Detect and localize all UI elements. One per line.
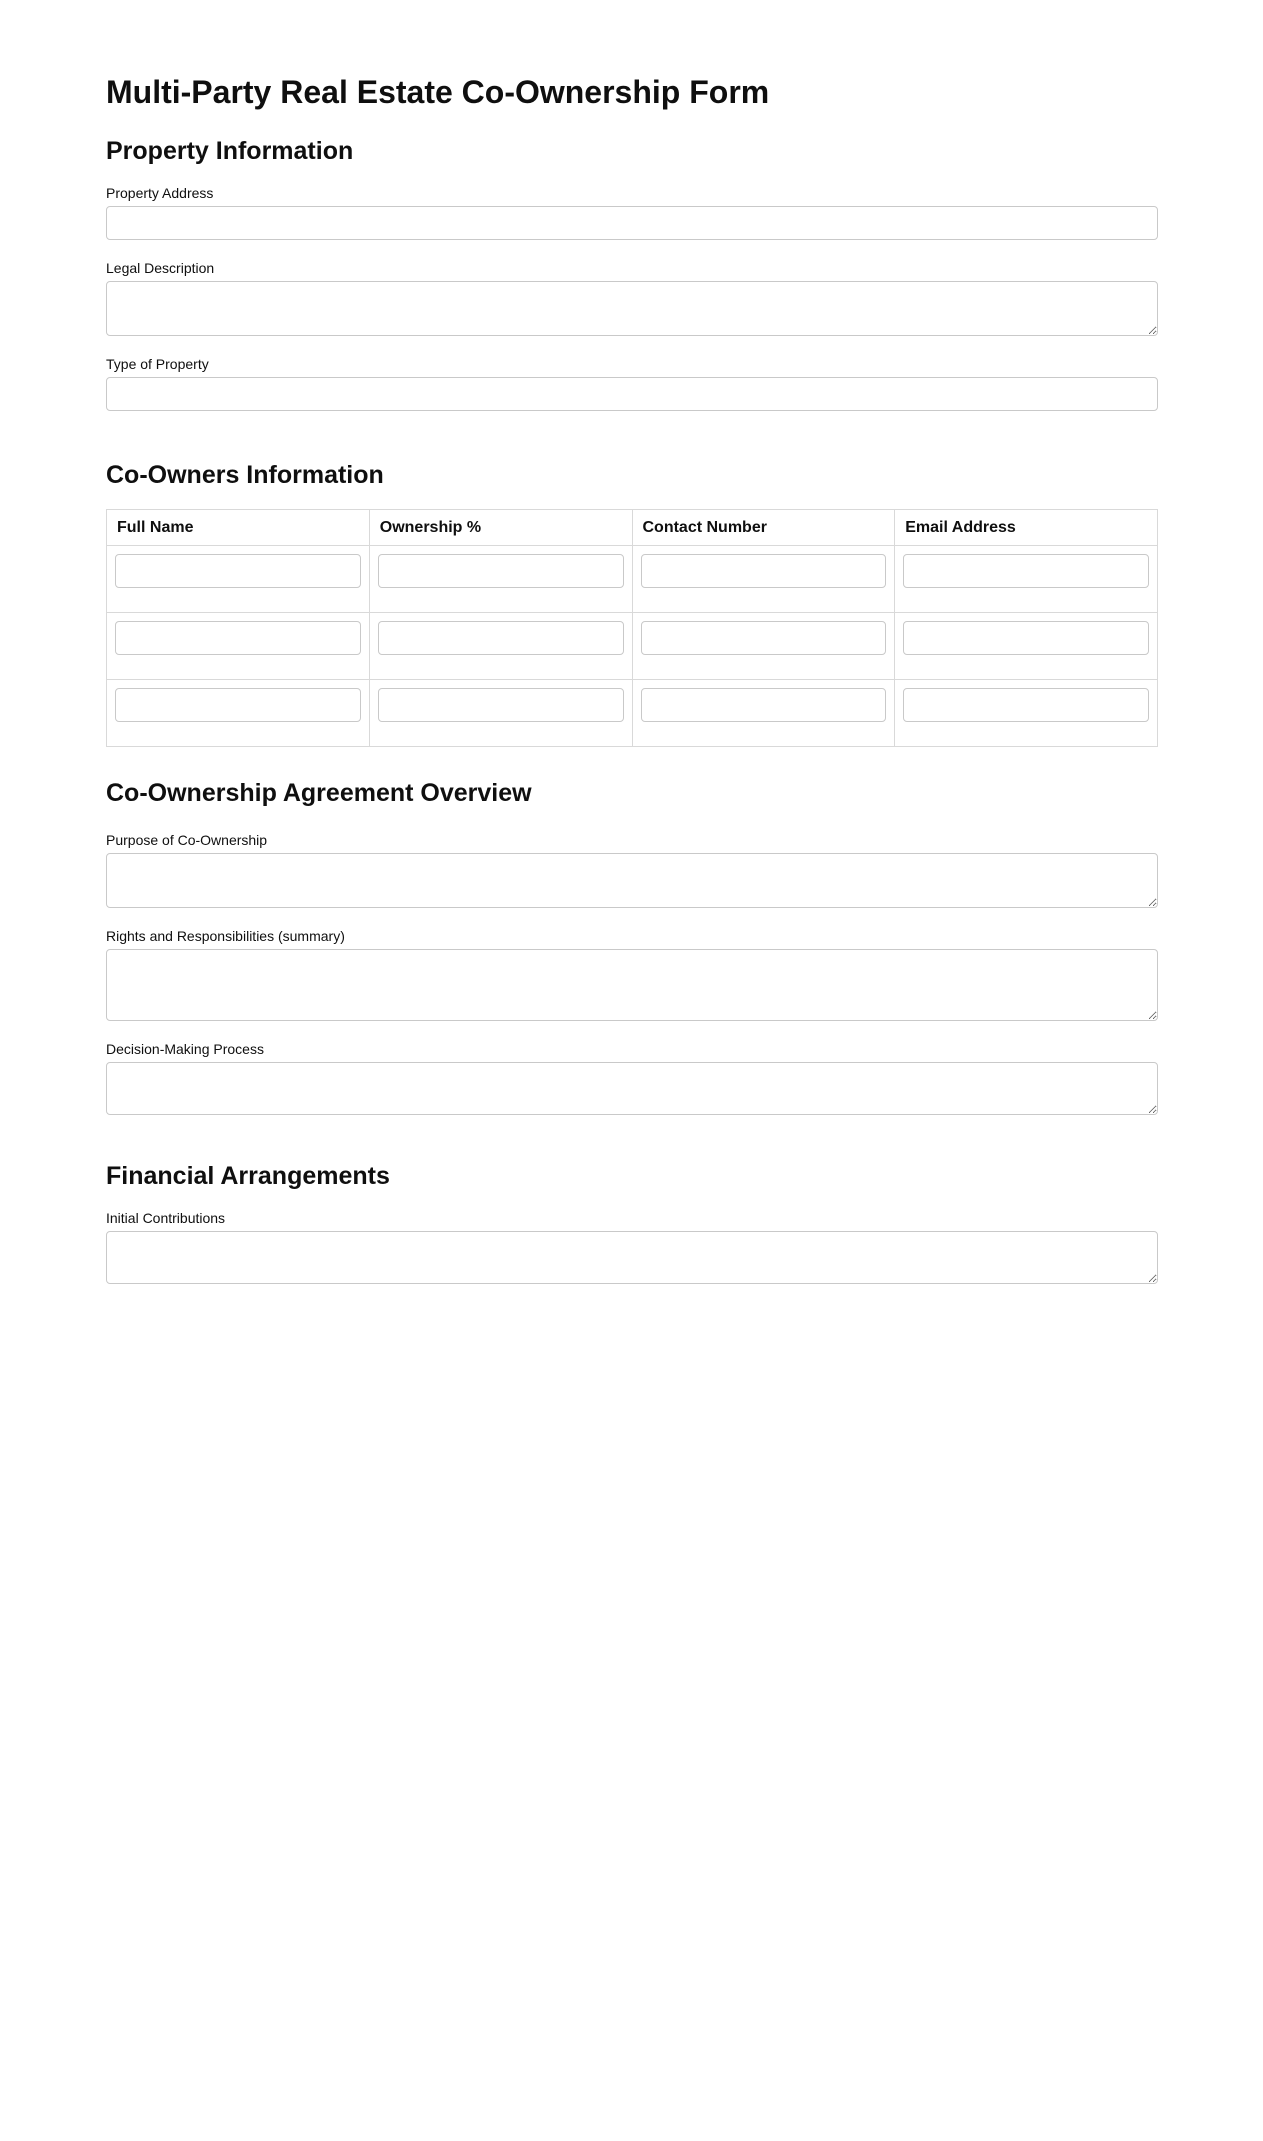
co-owner-row-1 — [107, 546, 1158, 613]
legal-description-label: Legal Description — [106, 260, 215, 276]
page-title: Multi-Party Real Estate Co-Ownership Form — [106, 74, 770, 110]
type-of-property-input[interactable] — [106, 377, 1158, 411]
section-financial-arrangements — [106, 1162, 1158, 1284]
co-owners-information-heading: Co-Owners Information — [106, 461, 384, 489]
rights-responsibilities-field — [106, 928, 1158, 1021]
section-property-information — [106, 137, 1158, 411]
co-owner-3-ownership-pct-input[interactable] — [378, 688, 624, 722]
column-header-email-address: Email Address — [895, 510, 1158, 546]
co-owners-header-row — [107, 510, 1158, 546]
co-owner-row-2 — [107, 613, 1158, 680]
rights-responsibilities-label: Rights and Responsibilities (summary) — [106, 928, 345, 944]
decision-making-label: Decision-Making Process — [106, 1041, 264, 1057]
purpose-textarea[interactable] — [106, 853, 1158, 908]
co-owners-table — [106, 509, 1158, 747]
property-address-input[interactable] — [106, 206, 1158, 240]
financial-arrangements-heading: Financial Arrangements — [106, 1162, 390, 1190]
section-agreement-overview — [106, 779, 1158, 1115]
section-co-owners-information — [106, 461, 1158, 747]
legal-description-field — [106, 260, 1158, 336]
property-address-field — [106, 185, 1158, 240]
form-content — [106, 74, 1158, 1284]
agreement-overview-heading: Co-Ownership Agreement Overview — [106, 779, 532, 807]
type-of-property-label: Type of Property — [106, 356, 209, 372]
co-owner-1-ownership-pct-input[interactable] — [378, 554, 624, 588]
property-information-heading: Property Information — [106, 137, 354, 165]
co-owner-2-full-name-input[interactable] — [115, 621, 361, 655]
purpose-field — [106, 832, 1158, 908]
co-owner-3-email-address-input[interactable] — [903, 688, 1149, 722]
decision-making-textarea[interactable] — [106, 1062, 1158, 1115]
purpose-label: Purpose of Co-Ownership — [106, 832, 268, 848]
co-owner-2-ownership-pct-input[interactable] — [378, 621, 624, 655]
co-owner-3-full-name-input[interactable] — [115, 688, 361, 722]
co-owner-1-contact-number-input[interactable] — [641, 554, 887, 588]
column-header-full-name: Full Name — [107, 510, 370, 546]
co-owner-1-full-name-input[interactable] — [115, 554, 361, 588]
property-address-label: Property Address — [106, 185, 214, 201]
rights-responsibilities-textarea[interactable] — [106, 949, 1158, 1021]
co-owner-row-3 — [107, 680, 1158, 747]
decision-making-field — [106, 1041, 1158, 1115]
column-header-contact-number: Contact Number — [632, 510, 895, 546]
co-owner-2-contact-number-input[interactable] — [641, 621, 887, 655]
initial-contributions-field — [106, 1210, 1158, 1284]
column-header-ownership-pct: Ownership % — [369, 510, 632, 546]
legal-description-textarea[interactable] — [106, 281, 1158, 336]
type-of-property-field — [106, 356, 1158, 411]
co-owner-1-email-address-input[interactable] — [903, 554, 1149, 588]
initial-contributions-label: Initial Contributions — [106, 1210, 226, 1226]
co-owner-2-email-address-input[interactable] — [903, 621, 1149, 655]
co-owner-3-contact-number-input[interactable] — [641, 688, 887, 722]
initial-contributions-textarea[interactable] — [106, 1231, 1158, 1284]
